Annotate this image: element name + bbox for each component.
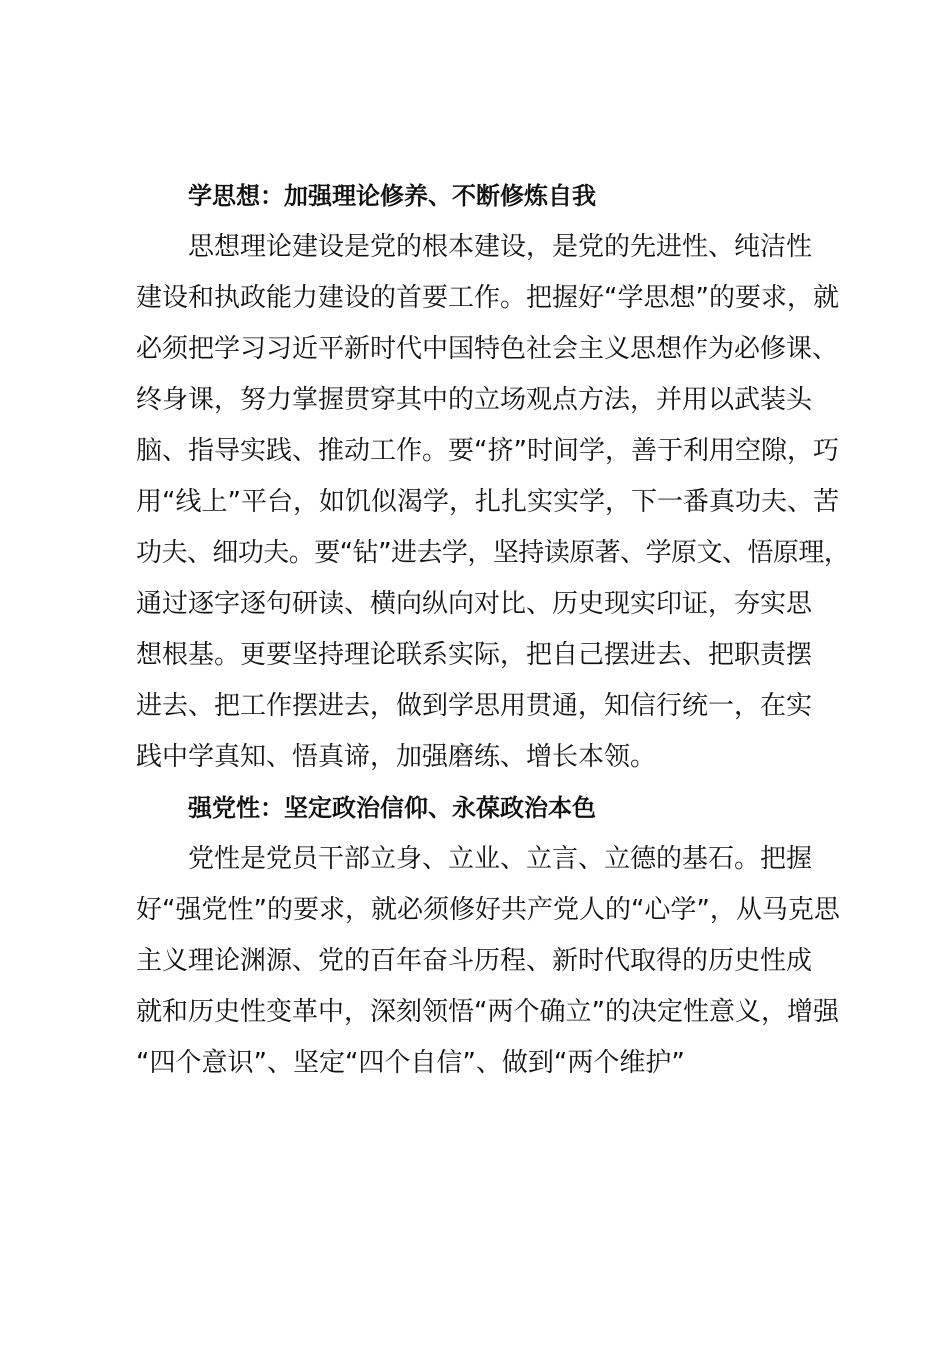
paragraph-line: 建设和执政能力建设的首要工作。把握好“学思想”的要求，就 — [136, 283, 839, 313]
paragraph-line: 脑、指导实践、推动工作。要“挤”时间学，善于利用空隙，巧 — [136, 436, 839, 466]
paragraph-line: 主义理论渊源、党的百年奋斗历程、新时代取得的历史性成 — [136, 946, 813, 976]
paragraph-line: 必须把学习习近平新时代中国特色社会主义思想作为必修课、 — [136, 334, 839, 364]
paragraph-line: 就和历史性变革中，深刻领悟“两个确立”的决定性意义，增强 — [136, 997, 839, 1027]
paragraph-line: 想根基。更要坚持理论联系实际，把自己摆进去、把职责摆 — [136, 640, 813, 670]
paragraph-line: 践中学真知、悟真谛，加强磨练、增长本领。 — [136, 742, 657, 772]
paragraph-line: 思想理论建设是党的根本建设，是党的先进性、纯洁性 — [188, 232, 813, 262]
section-qiang-dangxing — [136, 783, 850, 1089]
paragraph-line: 用“线上”平台，如饥似渴学，扎扎实实学，下一番真功夫、苦 — [136, 487, 839, 517]
section-xue-sixiang — [136, 171, 850, 783]
paragraph-line: 好“强党性”的要求，就必须修好共产党人的“心学”，从马克思 — [136, 895, 840, 925]
paragraph-line: “四个意识”、坚定“四个自信”、做到“两个维护” — [136, 1048, 685, 1078]
section-heading: 学思想：加强理论修养、不断修炼自我 — [188, 182, 596, 210]
section-heading: 强党性：坚定政治信仰、永葆政治本色 — [188, 794, 596, 822]
paragraph-line: 终身课，努力掌握贯穿其中的立场观点方法，并用以武装头 — [136, 385, 813, 415]
paragraph-line: 进去、把工作摆进去，做到学思用贯通，知信行统一，在实 — [136, 691, 813, 721]
paragraph-line: 通过逐字逐句研读、横向纵向对比、历史现实印证，夯实思 — [136, 589, 813, 619]
paragraph-line: 党性是党员干部立身、立业、立言、立德的基石。把握 — [188, 844, 813, 874]
paragraph-line: 功夫、细功夫。要“钻”进去学，坚持读原著、学原文、悟原理， — [136, 538, 850, 568]
